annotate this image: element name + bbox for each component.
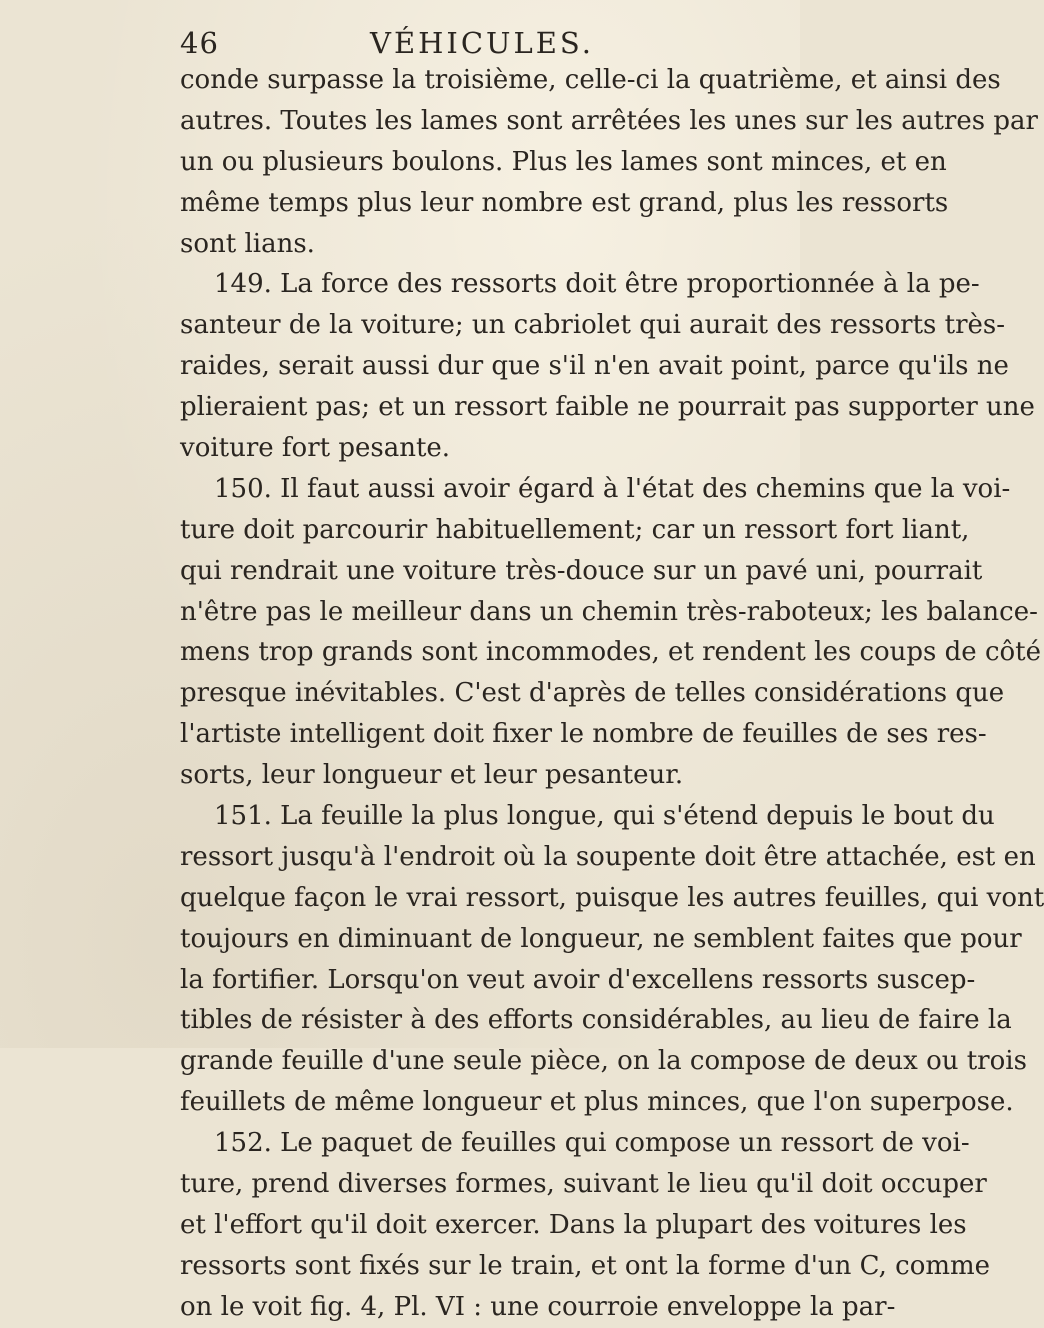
text-line: grande feuille d'une seule pièce, on la compose de deux ou trois bbox=[180, 1046, 1027, 1077]
text-line: voiture fort pesante. bbox=[180, 433, 451, 464]
text-line: raides, serait aussi dur que s'il n'en avait point, parce qu'ils ne bbox=[180, 351, 1009, 382]
text-line: n'être pas le meilleur dans un chemin très-raboteux; les balance- bbox=[180, 596, 1038, 627]
text-line: même temps plus leur nombre est grand, plus les ressorts bbox=[180, 187, 949, 218]
text-line: sorts, leur longueur et leur pesanteur. bbox=[180, 760, 684, 791]
text-line: presque inévitables. C'est d'après de telles considérations que bbox=[180, 678, 1005, 709]
paragraph-149-start: 149. La force des ressorts doit être proportionnée à la pe- bbox=[214, 269, 980, 300]
text-line: ture, prend diverses formes, suivant le lieu qu'il doit occuper bbox=[180, 1169, 987, 1200]
text-line: feuillets de même longueur et plus minces, que l'on superpose. bbox=[180, 1087, 1014, 1118]
text-line: qui rendrait une voiture très-douce sur un pavé uni, pourrait bbox=[180, 555, 983, 586]
paragraph-150-start: 150. Il faut aussi avoir égard à l'état des chemins que la voi- bbox=[214, 473, 1011, 504]
text-line: sont lians. bbox=[180, 228, 315, 259]
text-line: plieraient pas; et un ressort faible ne pourrait pas supporter une bbox=[180, 392, 1035, 423]
running-title: VÉHICULES. bbox=[370, 26, 594, 60]
text-line: et l'effort qu'il doit exercer. Dans la plupart des voitures les bbox=[180, 1209, 967, 1240]
text-line: autres. Toutes les lames sont arrêtées les unes sur les autres par bbox=[180, 105, 1038, 136]
body-text bbox=[180, 60, 1044, 1328]
text-line: toujours en diminuant de longueur, ne semblent faites que pour bbox=[180, 923, 1022, 954]
text-line: l'artiste intelligent doit fixer le nombre de feuilles de ses res- bbox=[180, 719, 987, 750]
text-line: quelque façon le vrai ressort, puisque les autres feuilles, qui vont bbox=[180, 882, 1044, 913]
text-line: on le voit fig. 4, Pl. VI : une courroie enveloppe la par- bbox=[180, 1291, 896, 1322]
paragraph-152-start: 152. Le paquet de feuilles qui compose un ressort de voi- bbox=[214, 1128, 970, 1159]
text-line: conde surpasse la troisième, celle-ci la quatrième, et ainsi des bbox=[180, 65, 1001, 95]
text-line: ressort jusqu'à l'endroit où la soupente doit être attachée, est en bbox=[180, 841, 1036, 872]
text-line: un ou plusieurs boulons. Plus les lames sont minces, et en bbox=[180, 146, 947, 177]
text-line: la fortifier. Lorsqu'on veut avoir d'excellens ressorts suscep- bbox=[180, 964, 976, 995]
page-number: 46 bbox=[180, 26, 219, 60]
text-line: ressorts sont fixés sur le train, et ont la forme d'un C, comme bbox=[180, 1250, 991, 1281]
text-line: santeur de la voiture; un cabriolet qui aurait des ressorts très- bbox=[180, 310, 1006, 341]
text-line: ture doit parcourir habituellement; car un ressort fort liant, bbox=[180, 514, 970, 545]
paragraph-151-start: 151. La feuille la plus longue, qui s'étend depuis le bout du bbox=[214, 801, 995, 832]
text-line: mens trop grands sont incommodes, et rendent les coups de côté bbox=[180, 637, 1042, 668]
text-line: tibles de résister à des efforts considérables, au lieu de faire la bbox=[180, 1005, 1012, 1036]
